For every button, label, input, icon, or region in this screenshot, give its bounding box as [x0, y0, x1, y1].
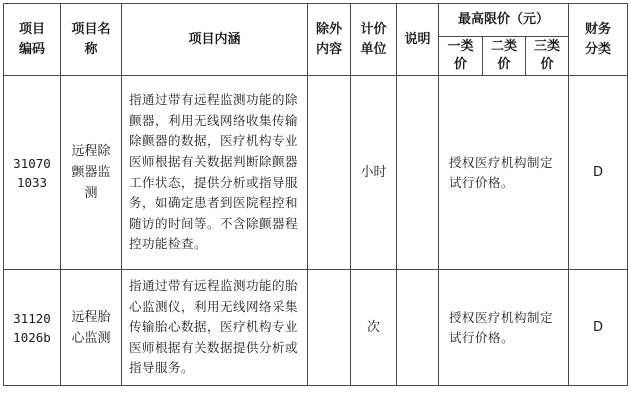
header-code: 项目 编码 [4, 4, 61, 76]
row-content: 指通过带有远程监测功能的除颤器，利用无线网络收集传输除颤器的数据，医疗机构专业医师根据有关数据判断除颤器工作状态，提供分析或指导服务，如确定患者到医院程控和随访的时间等。不含除颤器程控功能检查。 [122, 76, 308, 270]
header-class2: 二类 价 [483, 37, 526, 76]
row-unit: 小时 [351, 76, 397, 270]
row-content: 指通过带有远程监测功能的胎心监测仪，利用无线网络采集传输胎心数据，医疗机构专业医师根据有关数据提供分析或指导服务。 [122, 270, 308, 386]
row-code: 31120 1026b [4, 270, 61, 386]
table-row [4, 270, 628, 386]
row-excluded [308, 270, 351, 386]
header-class1: 一类 价 [439, 37, 483, 76]
row-finance: D [569, 270, 628, 386]
table-row [4, 76, 628, 270]
row-note: 授权医疗机构制定试行价格。 [439, 270, 569, 386]
header-unit: 计价 单位 [351, 4, 397, 76]
row-remark [397, 76, 439, 270]
row-remark [397, 270, 439, 386]
header-class3: 三类 价 [526, 37, 569, 76]
row-name: 远程胎 心监测 [61, 270, 122, 386]
header-finance: 财务 分类 [569, 4, 628, 76]
header-content: 项目内涵 [122, 4, 308, 76]
row-code: 31070 1033 [4, 76, 61, 270]
header-max-price: 最高限价（元） [439, 4, 569, 37]
row-unit: 次 [351, 270, 397, 386]
header-name: 项目名 称 [61, 4, 122, 76]
row-finance: D [569, 76, 628, 270]
row-note: 授权医疗机构制定试行价格。 [439, 76, 569, 270]
header-excluded: 除外 内容 [308, 4, 351, 76]
header-remark: 说明 [397, 4, 439, 76]
row-excluded [308, 76, 351, 270]
row-name: 远程除 颤器监 测 [61, 76, 122, 270]
pricing-table [3, 3, 628, 386]
